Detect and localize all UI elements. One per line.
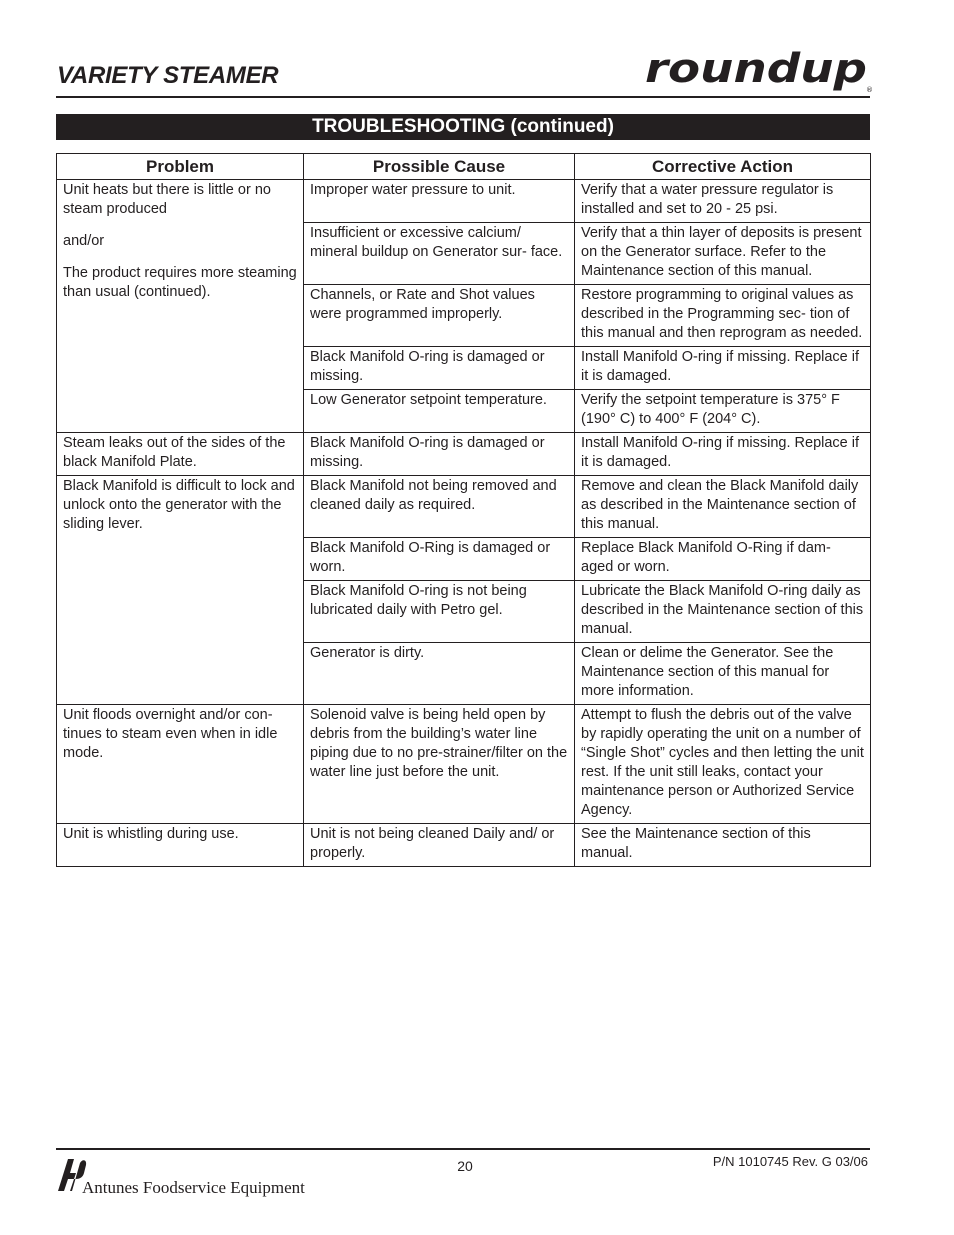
troubleshooting-table: [56, 153, 871, 867]
section-title: TROUBLESHOOTING (continued): [56, 114, 870, 140]
roundup-logo: [640, 44, 872, 94]
cause-cell: Black Manifold O-ring is damaged or missing.: [304, 433, 575, 476]
cause-cell: Black Manifold O-Ring is damaged or worn.: [304, 538, 575, 581]
table-row: [57, 824, 871, 867]
cause-cell: Insufficient or excessive calcium/ mineral buildup on Generator sur- face.: [304, 223, 575, 285]
problem-text: Unit heats but there is little or no steam produced: [63, 182, 271, 217]
problem-cell: Unit floods overnight and/or con- tinues to steam even when in idle mode.: [57, 705, 304, 824]
registered-mark: ®: [866, 86, 873, 94]
action-cell: Attempt to flush the debris out of the valve by rapidly operating the unit on a number of “Single Shot” cycles and then letting the unit rest. If the unit still leaks, contact your maintenance person or Authorized Service Agency.: [575, 705, 871, 824]
action-cell: Install Manifold O-ring if missing. Replace if it is damaged.: [575, 347, 871, 390]
cause-cell: Unit is not being cleaned Daily and/ or properly.: [304, 824, 575, 867]
header-rule: [56, 96, 870, 98]
action-cell: See the Maintenance section of this manual.: [575, 824, 871, 867]
cause-cell: Solenoid valve is being held open by debris from the building’s water line piping due to no pre-strainer/filter on the water line just before the unit.: [304, 705, 575, 824]
cause-cell: Generator is dirty.: [304, 643, 575, 705]
problem-cell: Unit is whistling during use.: [57, 824, 304, 867]
column-header-action: Corrective Action: [575, 154, 871, 180]
problem-text: and/or: [63, 233, 105, 249]
action-cell: Clean or delime the Generator. See the Maintenance section of this manual for more information.: [575, 643, 871, 705]
cause-cell: Improper water pressure to unit.: [304, 180, 575, 223]
problem-text: The product requires more steaming than usual (continued).: [63, 265, 297, 300]
action-cell: Replace Black Manifold O-Ring if dam- aged or worn.: [575, 538, 871, 581]
action-cell: Verify that a thin layer of deposits is present on the Generator surface. Refer to the Maintenance section of this manual.: [575, 223, 871, 285]
action-cell: Remove and clean the Black Manifold daily as described in the Maintenance section of this manual.: [575, 476, 871, 538]
table-row: [57, 705, 871, 824]
page-number: 20: [457, 1158, 473, 1174]
action-cell: Lubricate the Black Manifold O-ring daily as described in the Maintenance section of this manual.: [575, 581, 871, 643]
part-number: P/N 1010745 Rev. G 03/06: [712, 1154, 868, 1169]
company-name: Antunes Foodservice Equipment: [82, 1178, 305, 1197]
action-cell: Verify that a water pressure regulator is installed and set to 20 - 25 psi.: [575, 180, 871, 223]
problem-cell: [57, 180, 304, 433]
table-row: [57, 476, 871, 538]
cause-cell: Channels, or Rate and Shot values were programmed improperly.: [304, 285, 575, 347]
table-row: [57, 433, 871, 476]
cause-cell: Black Manifold O-ring is not being lubricated daily with Petro gel.: [304, 581, 575, 643]
cause-cell: Low Generator setpoint temperature.: [304, 390, 575, 433]
action-cell: Restore programming to original values as described in the Programming sec- tion of this manual and then reprogram as needed.: [575, 285, 871, 347]
column-header-problem: Problem: [57, 154, 304, 180]
document-title: VARIETY STEAMER: [57, 62, 279, 89]
logo-text: roundup: [645, 46, 867, 92]
column-header-cause: Prossible Cause: [304, 154, 575, 180]
problem-cell: Black Manifold is difficult to lock and unlock onto the generator with the sliding lever.: [57, 476, 304, 705]
problem-cell: Steam leaks out of the sides of the black Manifold Plate.: [57, 433, 304, 476]
table-row: [57, 180, 871, 223]
table-header-row: [57, 154, 871, 180]
cause-cell: Black Manifold O-ring is damaged or missing.: [304, 347, 575, 390]
footer-rule: [56, 1148, 870, 1150]
action-cell: Verify the setpoint temperature is 375° F (190° C) to 400° F (204° C).: [575, 390, 871, 433]
action-cell: Install Manifold O-ring if missing. Replace if it is damaged.: [575, 433, 871, 476]
cause-cell: Black Manifold not being removed and cleaned daily as required.: [304, 476, 575, 538]
